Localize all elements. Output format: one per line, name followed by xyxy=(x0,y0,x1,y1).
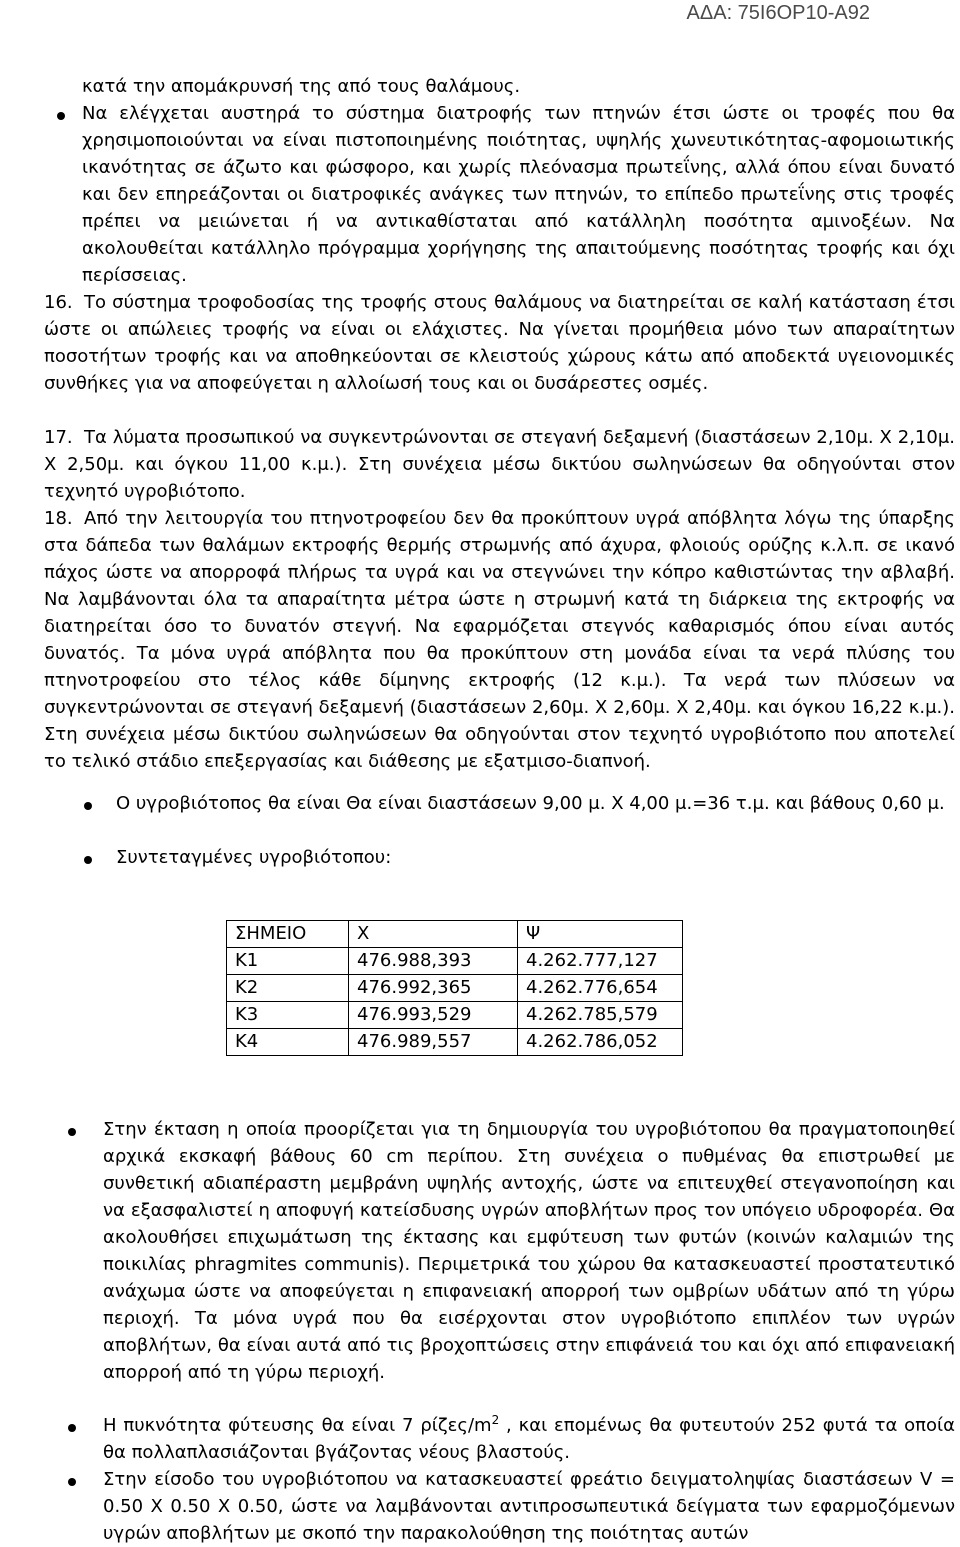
table-row xyxy=(227,1029,683,1056)
bullet-icon xyxy=(84,856,92,864)
table-cell: 476.992,365 xyxy=(349,975,518,1002)
planting-density-paragraph xyxy=(103,1412,955,1466)
wetland-coordinates-label: Συντεταγμένες υγροβιότοπου: xyxy=(116,847,392,868)
bullet-icon xyxy=(57,112,65,120)
table-cell: 4.262.776,654 xyxy=(518,975,683,1002)
table-cell: 476.988,393 xyxy=(349,948,518,975)
wetland-dimensions: Ο υγροβιότοπος θα είναι Θα είναι διαστάσεων 9,00 μ. Χ 4,00 μ.=36 τ.μ. και βάθους 0,60 μ. xyxy=(116,793,945,814)
feed-system-paragraph: Να ελέγχεται αυστηρά το σύστημα διατροφής των πτηνών έτσι ώστε οι τροφές που θα χρησιμοποιούνται να είναι πιστοποιημένης ποιότητας, υψηλής χωνευτικότητας-αφομοιωτικής ικανότητας σε άζωτο και φώσφορο, και χωρίς πλεόνασμα πρωτεΐνης, αλλά όπου είναι δυνατό και δεν επηρεάζονται οι διατροφικές ανάγκες των πτηνών, το επίπεδο πρωτεΐνης στις τροφές πρέπει να μειώνεται ή να αντικαθίσταται από κατάλληλη ποσότητα αμινοξέων. Να ακολουθείται κατάλληλο πρόγραμμα χορήγησης της απαιτούμενης ποσότητας τροφής και όχι περίσσειας. xyxy=(82,103,955,286)
table-row xyxy=(227,948,683,975)
document-ada-header: ΑΔΑ: 75Ι6ΟΡ10-Α92 xyxy=(686,2,870,24)
table-row xyxy=(227,975,683,1002)
bullet-icon xyxy=(68,1424,76,1432)
bullet-icon xyxy=(68,1478,76,1486)
density-exponent: 2 xyxy=(491,1413,500,1427)
table-row xyxy=(227,1002,683,1029)
table-cell: Κ3 xyxy=(227,1002,349,1029)
item-18-text: Από την λειτουργία του πτηνοτροφείου δεν θα προκύπτουν υγρά απόβλητα λόγω της ύπαρξης στα δάπεδα των θαλάμων εκτροφής θερμής στρωμνής από άχυρα, φλοιούς ορύζης κ.λ.π. σε ικανό πάχος ώστε να απορροφά πλήρως τα υγρά και να στεγνώνει την κόπρο καθιστώντας την αβλαβή. Να λαμβάνονται όλα τα απαραίτητα μέτρα ώστε η στρωμνή κατά τη διάρκεια της εκτροφής να διατηρείται όσο το δυνατόν στεγνή. Να εφαρμόζεται στεγνός καθαρισμός όπου είναι αυτός δυνατός. Τα μόνα υγρά απόβλητα που θα προκύπτουν στη μονάδα είναι τα νερά πλύσης του πτηνοτροφείου στο τέλος κάθε δίμηνης εκτροφής (12 κ.μ.). Τα νερά των πλύσεων να συγκεντρώνονται σε στεγανή δεξαμενή (διαστάσεων 2,60μ. Χ 2,60μ. Χ 2,40μ. και όγκου 16,22 κ.μ.). Στη συνέχεια μέσω δικτύου σωληνώσεων θα οδηγούνται στον τεχνητό υγροβιότοπο που αποτελεί το τελικό στάδιο επεξεργασίας και διάθεσης με εξατμισο-διαπνοή. xyxy=(44,508,955,772)
table-header-cell: ΣΗΜΕΙΟ xyxy=(227,921,349,948)
item-17-text: Τα λύματα προσωπικού να συγκεντρώνονται σε στεγανή δεξαμενή (διαστάσεων 2,10μ. Χ 2,10μ. Χ 2,50μ. και όγκου 11,00 κ.μ.). Στη συνέχεια μέσω δικτύου σωληνώσεων θα οδηγούνται στον τεχνητό υγροβιότοπο. xyxy=(44,427,955,502)
table-cell: 476.989,557 xyxy=(349,1029,518,1056)
table-header-cell: Χ xyxy=(349,921,518,948)
item-number-18: 18. xyxy=(44,508,73,529)
density-text-continued: , και επομένως θα φυτευτούν 252 φυτά τα οποία θα πολλαπλασιάζονται βγάζοντας νέους βλαστούς. xyxy=(103,1415,955,1463)
table-cell: 4.262.785,579 xyxy=(518,1002,683,1029)
item-number-17: 17. xyxy=(44,427,73,448)
table-header-cell: Ψ xyxy=(518,921,683,948)
bullet-icon xyxy=(84,802,92,810)
table-header-row xyxy=(227,921,683,948)
table-cell: Κ2 xyxy=(227,975,349,1002)
table-cell: 476.993,529 xyxy=(349,1002,518,1029)
density-text: Η πυκνότητα φύτευσης θα είναι 7 ρίζες/m xyxy=(103,1415,492,1436)
excavation-paragraph: Στην έκταση η οποία προορίζεται για τη δημιουργία του υγροβιότοπου θα πραγματοποιηθεί αρχικά εκσκαφή βάθους 60 cm περίπου. Στη συνέχεια ο πυθμένας θα επιστρωθεί με συνθετική αδιαπέραστη μεμβράνη υψηλής αντοχής, ώστε να επιτευχθεί στεγανοποίηση και να εξασφαλιστεί η αποφυγή κατείσδυσης υγρών αποβλήτων προς τον υπόγειο υδροφορέα. Θα ακολουθήσει επιχωμάτωση της έκτασης και εμφύτευση των φυτών (κοινών καλαμιών της ποικιλίας phragmites communis). Περιμετρικά του χώρου θα κατασκευαστεί προστατευτικό ανάχωμα ώστε να αποφεύγεται η επιφανειακή απορροή των ομβρίων υδάτων από τη γύρω περιοχή. Τα μόνα υγρά που θα εισέρχονται στον υγροβιότοπο επιπλέον των υγρών αποβλήτων, θα είναι αυτά από τις βροχοπτώσεις στην επιφάνειά του και όχι από επιφανειακή απορροή από τη γύρω περιοχή. xyxy=(103,1119,955,1383)
table-cell: Κ4 xyxy=(227,1029,349,1056)
coordinates-table xyxy=(226,920,683,1056)
bullet-icon xyxy=(68,1128,76,1136)
item-16-text: Το σύστημα τροφοδοσίας της τροφής στους θαλάμους να διατηρείται σε καλή κατάσταση έτσι ώστε οι απώλειες τροφής να είναι οι ελάχιστες. Να γίνεται προμήθεια μόνο των απαραίτητων ποσοτήτων τροφής και να αποθηκεύονται σε κλειστούς χώρους κάτω από αποδεκτά υγειονομικές συνθήκες για να αποφεύγεται η αλλοίωσή τους και οι δυσάρεστες οσμές. xyxy=(44,292,955,394)
intro-continuation: κατά την απομάκρυνσή της από τους θαλάμους. xyxy=(82,76,521,97)
item-number-16: 16. xyxy=(44,292,73,313)
table-cell: 4.262.786,052 xyxy=(518,1029,683,1056)
sampling-well-paragraph: Στην είσοδο του υγροβιότοπου να κατασκευαστεί φρεάτιο δειγματοληψίας διαστάσεων V = 0.50 Χ 0.50 Χ 0.50, ώστε να λαμβάνονται αντιπροσωπευτικά δείγματα των εφαρμοζόμενων υγρών αποβλήτων με σκοπό την παρακολούθηση της ποιότητας αυτών xyxy=(103,1469,955,1544)
table-cell: 4.262.777,127 xyxy=(518,948,683,975)
table-cell: Κ1 xyxy=(227,948,349,975)
